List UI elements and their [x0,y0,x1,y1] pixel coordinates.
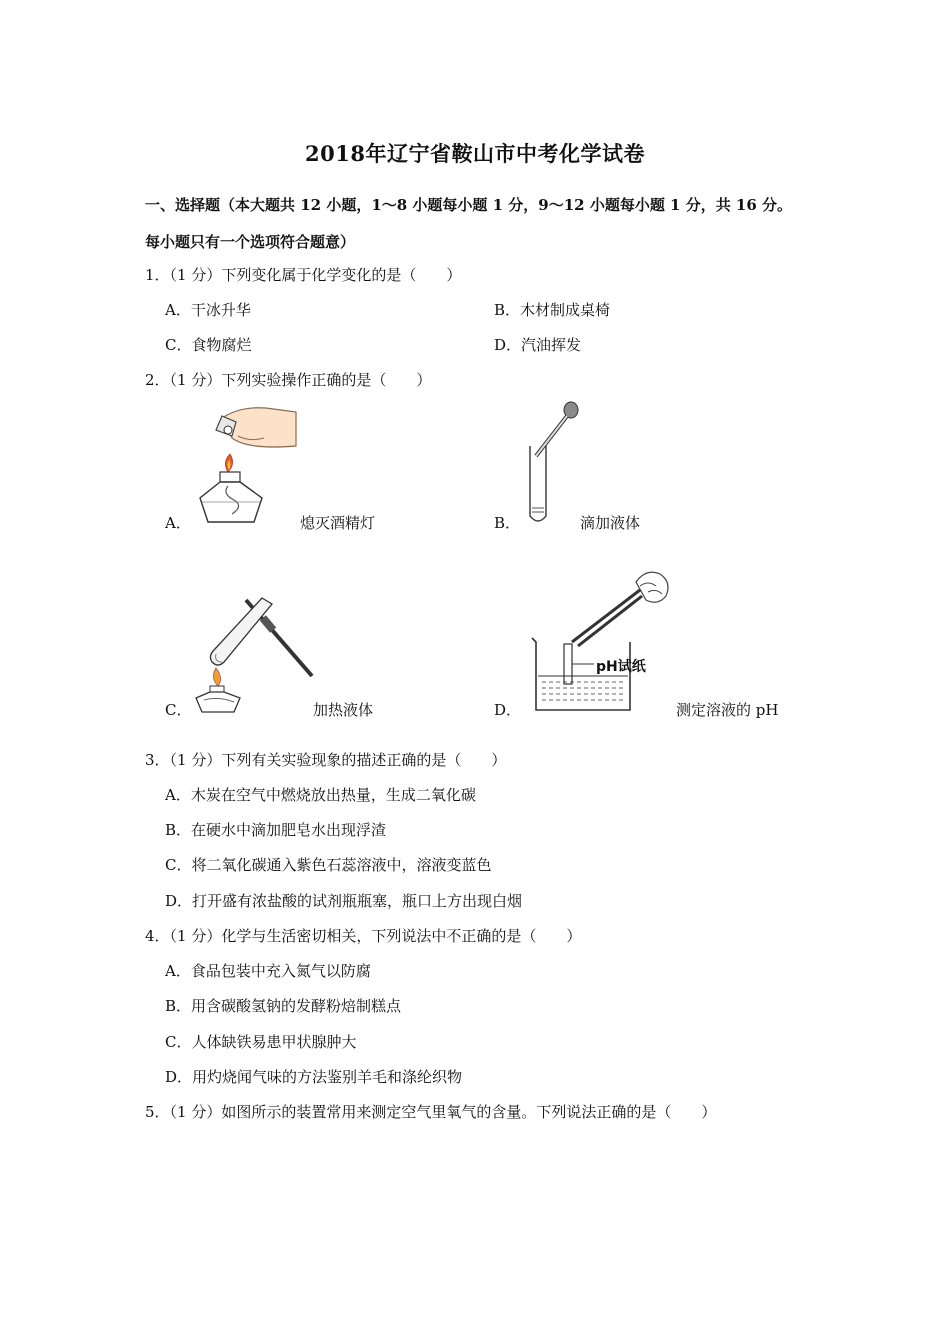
question-1-option-c[interactable]: C．食物腐烂 [165,336,252,354]
question-2-option-a-letter[interactable]: A． [165,514,191,532]
question-4-stem: 4．（1 分）化学与生活密切相关，下列说法中不正确的是（ ） [145,927,582,945]
question-4-option-b[interactable]: B．用含碳酸氢钠的发酵粉焙制糕点 [165,997,402,1015]
question-3-option-b[interactable]: B．在硬水中滴加肥皂水出现浮渣 [165,821,387,839]
question-2-option-d-caption: 测定溶液的 pH [676,701,779,719]
question-2-option-d-letter[interactable]: D． [494,701,522,719]
question-3-option-d[interactable]: D．打开盛有浓盐酸的试剂瓶瓶塞，瓶口上方出现白烟 [165,892,523,910]
question-3-option-c[interactable]: C．将二氧化碳通入紫色石蕊溶液中，溶液变蓝色 [165,856,492,874]
section-heading: 一、选择题（本大题共 12 小题，1～8 小题每小题 1 分，9～12 小题每小题 1 分，共 16 分。 [145,196,793,214]
question-1-stem: 1．（1 分）下列变化属于化学变化的是（ ） [145,266,462,284]
figure-extinguish-alcohol-lamp [192,402,304,528]
figure-dropping-liquid [522,400,582,530]
question-1-option-b[interactable]: B．木材制成桌椅 [494,301,611,319]
ph-paper-label: pH试纸 [596,659,646,675]
question-2-option-b-caption: 滴加液体 [580,514,641,532]
question-2-option-c-caption: 加热液体 [313,701,374,719]
question-3-stem: 3．（1 分）下列有关实验现象的描述正确的是（ ） [145,751,507,769]
question-4-option-d[interactable]: D．用灼烧闻气味的方法鉴别羊毛和涤纶织物 [165,1068,463,1086]
page-title: 2018年辽宁省鞍山市中考化学试卷 [305,141,645,166]
section-heading-cont: 每小题只有一个选项符合题意） [145,233,356,251]
question-2-option-c-letter[interactable]: C． [165,701,192,719]
question-4-option-a[interactable]: A．食品包装中充入氮气以防腐 [165,962,371,980]
question-3-option-a[interactable]: A．木炭在空气中燃烧放出热量，生成二氧化碳 [165,786,476,804]
question-2-option-a-caption: 熄灭酒精灯 [300,514,376,532]
question-1-option-a[interactable]: A．干冰升华 [165,301,251,319]
question-1-option-d[interactable]: D．汽油挥发 [494,336,582,354]
question-2-stem: 2．（1 分）下列实验操作正确的是（ ） [145,371,432,389]
question-5-stem: 5．（1 分）如图所示的装置常用来测定空气里氧气的含量。下列说法正确的是（ ） [145,1103,717,1121]
figure-heating-liquid [190,592,316,714]
question-2-option-b-letter[interactable]: B． [494,514,521,532]
figure-measuring-ph [528,560,678,716]
question-4-option-c[interactable]: C．人体缺铁易患甲状腺肿大 [165,1033,357,1051]
